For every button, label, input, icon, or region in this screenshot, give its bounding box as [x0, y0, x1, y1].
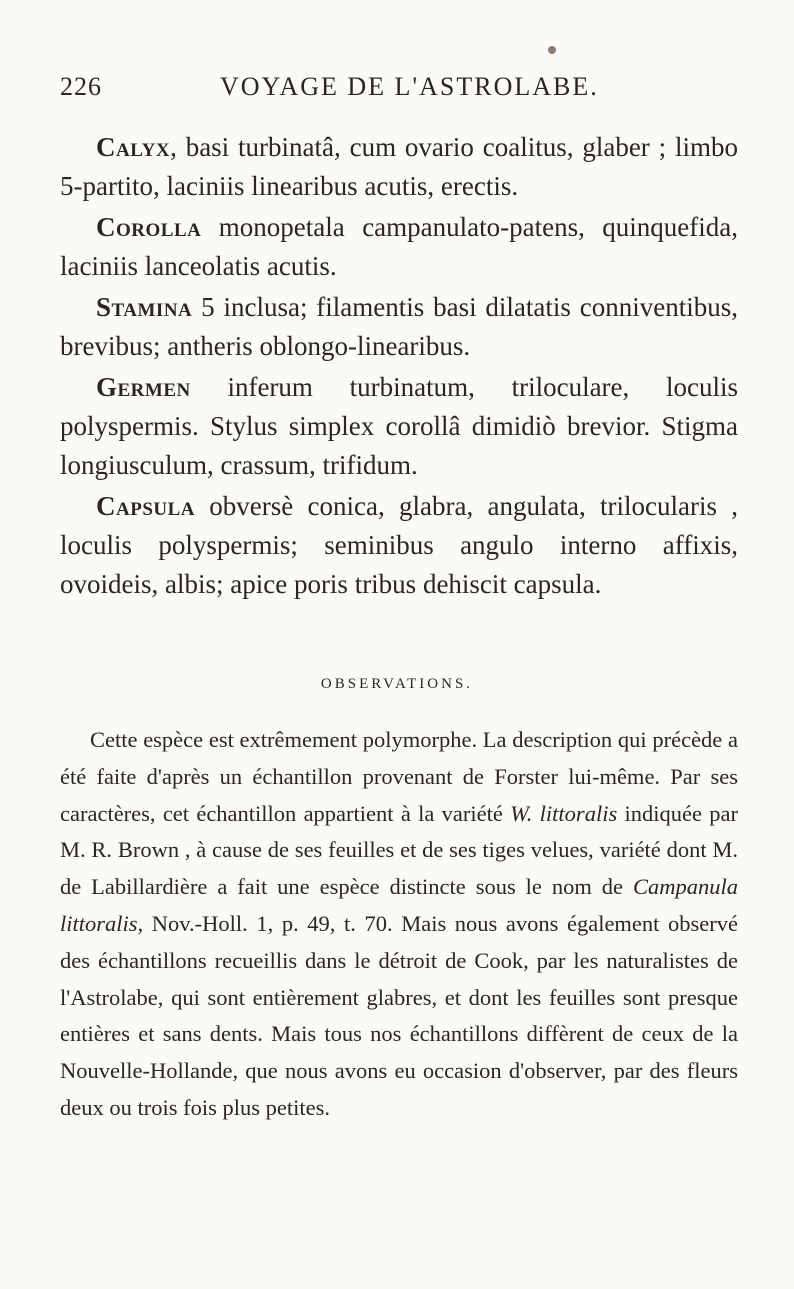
variety-name: W. littoralis — [510, 800, 618, 826]
capsula-term: Capsula — [96, 491, 196, 521]
ink-spot — [548, 46, 556, 54]
capsula-paragraph — [60, 487, 738, 604]
observations-heading: OBSERVATIONS. — [320, 676, 474, 692]
germen-term: Germen — [96, 372, 191, 402]
calyx-paragraph — [60, 128, 738, 206]
species-name: Campanula littoralis, — [60, 874, 738, 936]
corolla-paragraph — [60, 208, 738, 286]
observations-part2: indiquée par M. R. Brown , à cause de ses feuilles et de ses tiges velues, variété dont M. de Labillardière a fait une espèce distincte sous le nom de — [60, 800, 738, 900]
capsula-text: obversè conica, glabra, angulata, trilocularis , loculis polyspermis; seminibus angulo interno affixis, ovoideis, albis; apice poris tribus dehiscit capsula. — [60, 491, 738, 599]
calyx-term: Calyx — [96, 132, 171, 162]
germen-text: inferum turbinatum, triloculare, loculis polyspermis. Stylus simplex corollâ dimidiò brevior. Stigma longiusculum, crassum, trifidum. — [60, 372, 738, 480]
stamina-text: 5 inclusa; filamentis basi dilatatis conniventibus, brevibus; antheris oblongo-linearibus. — [60, 292, 738, 361]
stamina-term: Stamina — [96, 292, 193, 322]
page-header — [60, 72, 740, 112]
observations-part3: Nov.-Holl. 1, p. 49, t. 70. Mais nous avons également observé des échantillons recueillis dans le détroit de Cook, par les naturalistes de l'Astrolabe, qui sont entièrement glabres, et dont les feuilles sont presque entières et sans dents. Mais tous nos échantillons diffèrent de ceux de la Nouvelle-Hollande, que nous avons eu occasion d'observer, par des fleurs deux ou trois fois plus petites. — [60, 910, 738, 1120]
corolla-text: monopetala campanulato-patens, quinquefida, laciniis lanceolatis acutis. — [60, 212, 738, 281]
observations-body — [60, 722, 738, 1127]
observations-part1: Cette espèce est extrêmement polymorphe. La description qui précède a été faite d'après un échantillon provenant de Forster lui-même. Par ses caractères, cet échantillon appartient à la variété — [60, 727, 738, 826]
botanical-description — [60, 128, 738, 606]
germen-paragraph — [60, 368, 738, 485]
running-title: VOYAGE DE L'ASTROLABE. — [220, 72, 599, 101]
observations-paragraph — [60, 722, 738, 1127]
stamina-paragraph — [60, 288, 738, 366]
calyx-text: , basi turbinatâ, cum ovario coalitus, glaber ; limbo 5-partito, laciniis linearibus acutis, erectis. — [60, 132, 738, 201]
corolla-term: Corolla — [96, 212, 202, 242]
page-number: 226 — [60, 72, 102, 101]
